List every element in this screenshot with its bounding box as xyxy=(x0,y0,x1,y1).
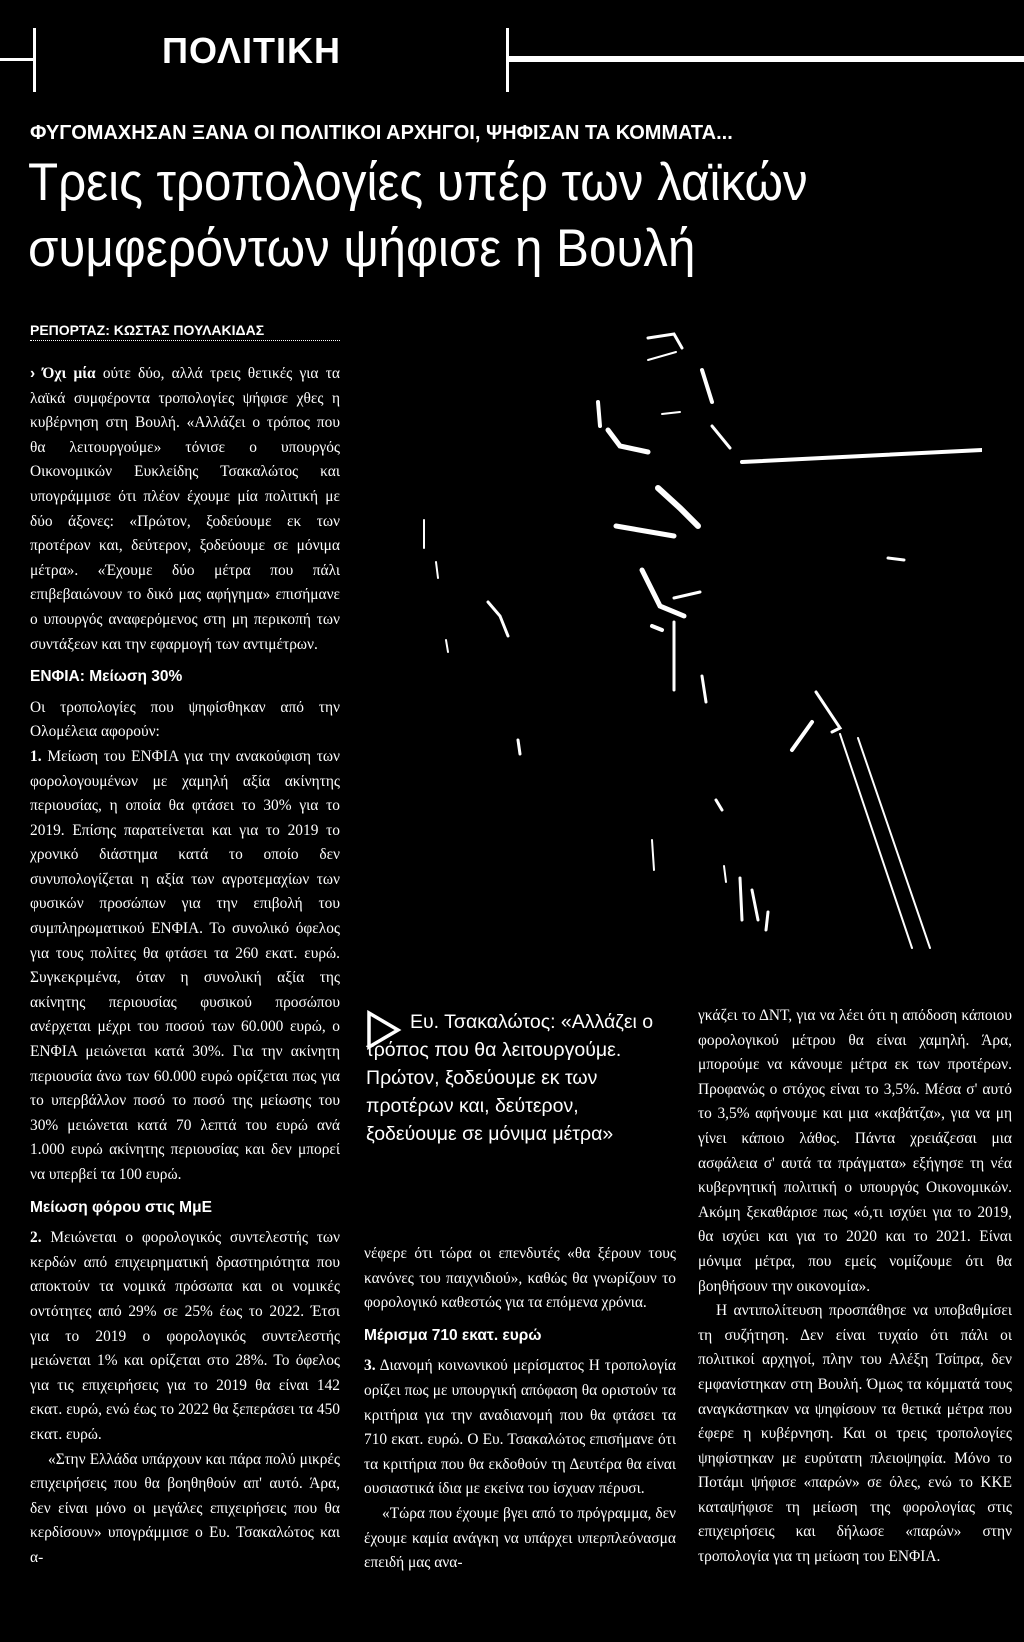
photo-strokes xyxy=(412,330,982,990)
item-1-number: 1. xyxy=(30,747,42,765)
column-2 xyxy=(364,1242,676,1576)
article-photo xyxy=(412,330,982,990)
lead-paragraph xyxy=(30,362,340,657)
byline: ΡΕΠΟΡΤΑΖ: ΚΩΣΤΑΣ ΠΟΥΛΑΚΙΔΑΣ xyxy=(30,322,265,338)
item-2-text: Μειώνεται ο φορολογικός συντελεστής των κερδών από επιχειρηματική δραστηριότητα που αποκτούν τα νομικά πρόσωπα και οι νομικές οντότητες από 29% σε 25% έως το 2022. Έτσι για το 2019 ο φορολογικός συντελεστής μειώνεται 1% και ορίζεται στο 28%. Το όφελος για τις επιχειρήσεις για το 2019 θα είναι 142 εκατ. ευρώ, ενώ έως το 2022 θα ξεπεράσει τα 450 εκατ. ευρώ. xyxy=(30,1229,340,1443)
item-3-text: Διανομή κοινωνικού μερίσματος Η τροπολογία ορίζει πως με υπουργική απόφαση θα οριστούν τα κριτήρια για την αναδιανομή που θα φτάσει τα 710 εκατ. ευρώ. Ο Ευ. Τσακαλώτος επισήμανε ότι τα κριτήρια που θα εκδοθούν τη Δευτέρα θα είναι ουσιαστικά ίδια με εκείνα του ίσχυαν πέρυσι. xyxy=(364,1357,676,1498)
subhead-dividend: Μέρισμα 710 εκατ. ευρώ xyxy=(364,1326,542,1344)
header-tick-left xyxy=(33,28,36,92)
header-rule-right xyxy=(506,56,1024,62)
lead-strong: Όχι μία xyxy=(42,365,96,382)
headline xyxy=(28,150,949,282)
item-3 xyxy=(364,1354,676,1502)
item-3-number: 3. xyxy=(364,1357,376,1375)
item-2-number: 2. xyxy=(30,1229,42,1247)
item-1 xyxy=(30,745,340,1188)
intro-paragraph: Οι τροπολογίες που ψηφίσθηκαν από την Ολομέλεια αφορούν: xyxy=(30,698,340,741)
column-1 xyxy=(30,362,340,1571)
column-3 xyxy=(698,1004,1012,1570)
lead-arrow: › xyxy=(30,365,36,382)
col3-paragraph-1: γκάζει το ΔΝΤ, για να λέει ότι η απόδοση κάποιου φορολογικού μέτρου θα είναι χαμηλή. Άρα, μπορούμε να κάνουμε μέτρα εκ των προτέρων. Προφανώς ο στόχος είναι το 3,5%. Μέσα σ' αυτό το 3,5% αφήνουμε και μια «καβάτζα», για να μη γίνει κάποιο λάθος. Πάντα χρειάζεσαι μια ασφάλεια σ' αυτά τα πράγματα» εξήγησε τη νέα κυβερνητική πολιτική ο υπουργός Οικονομικών. Ακόμη ξεκαθάρισε πως «ό,τι ισχύει για το 2019, θα ισχύει και για το 2020 και το 2021. Είναι μόνιμα μέτρα, που εμείς νομίζουμε ότι θα βοηθήσουν την οικονομία». xyxy=(698,1007,1012,1295)
byline-rule xyxy=(30,340,340,341)
section-title: ΠΟΛΙΤΙΚΗ xyxy=(162,30,342,71)
headline-line-2: συμφερόντων ψήφισε η Βουλή xyxy=(28,219,696,278)
quote-triangle-icon xyxy=(366,1010,402,1050)
headline-line-1: Τρεις τροπολογίες υπέρ των λαϊκών xyxy=(28,153,808,212)
pull-quote-text xyxy=(366,1008,666,1148)
item-2 xyxy=(30,1226,340,1447)
subhead-sme: Μείωση φόρου στις ΜμΕ xyxy=(30,1198,212,1216)
col3-paragraph-2: Η αντιπολίτευση προσπάθησε να υποβαθμίσει τη συζήτηση. Δεν είναι τυχαίο ότι πάλι οι πολιτικοί αρχηγοί, πλην του Αλέξη Τσίπρα, δεν εμφανίστηκαν στη Βουλή. Όμως τα κόμματά τους αναγκάστηκαν να ψηφίσουν τα θετικά μέτρα που έφερε η κυβέρνηση. Και οι τρεις τροπολογίες ψηφίστηκαν με ευρύτατη πλειοψηφία. Μόνο το Ποτάμι ψήφισε «παρών» σε όλες, ενώ το ΚΚΕ καταψήφισε τη μείωση της φορολογίας στις επιχειρήσεις και δήλωσε «παρών» στην τροπολογία για τη μείωση του ΕΝΦΙΑ. xyxy=(698,1302,1012,1566)
subhead-enfia: ΕΝΦΙΑ: Μείωση 30% xyxy=(30,668,183,686)
kicker: ΦΥΓΟΜΑΧΗΣΑΝ ΞΑΝΑ ΟΙ ΠΟΛΙΤΙΚΟΙ ΑΡΧΗΓΟΙ, ΨΗΦΙΣΑΝ ΤΑ ΚΟΜΜΑΤΑ... xyxy=(30,122,733,144)
pull-quote xyxy=(366,1008,666,1148)
col2-first-paragraph: νέφερε ότι τώρα οι επενδυτές «θα ξέρουν τους κανόνες του παιχνιδιού», καθώς θα γνωρίζουν το φορολογικό καθεστώς για τα επόμενα χρόνια. xyxy=(364,1245,676,1312)
col2-final-paragraph: «Τώρα που έχουμε βγει από το πρόγραμμα, δεν έχουμε καμία ανάγκη να υπάρχει υπερπλεόνασμα επειδή μας ανα- xyxy=(364,1504,676,1572)
pull-quote-content: Ευ. Τσακαλώτος: «Αλλάζει ο τρόπος που θα λειτουργούμε. Πρώτον, ξοδεύουμε εκ των προτέρων και, δεύτερον, ξοδεύουμε σε μόνιμα μέτρα» xyxy=(366,1011,654,1145)
header-rule-left xyxy=(0,58,34,61)
col1-final-paragraph: «Στην Ελλάδα υπάρχουν και πάρα πολύ μικρές επιχειρήσεις που θα βοηθηθούν απ' αυτό. Άρα, δεν είναι μόνο οι μεγάλες επιχειρήσεις που θα κερδίσουν» υπογράμμισε ο Ευ. Τσακαλώτος και α- xyxy=(30,1450,340,1566)
lead-text: ούτε δύο, αλλά τρεις θετικές για τα λαϊκά συμφέροντα τροπολογίες ψήφισε χθες η κυβέρνηση στη Βουλή. «Αλλάζει ο τρόπος που θα λειτουργούμε» τόνισε ο υπουργός Οικονομικών Ευκλείδης Τσακαλώτος και υπογράμμισε ότι πλέον έχουμε μία πολιτική με δύο άξονες: «Πρώτον, ξοδεύουμε εκ των προτέρων και, δεύτερον, ξοδεύουμε σε μόνιμα μέτρα». «Έχουμε δύο μέτρα που πάλι επιβεβαιώνουν το δικό μας αφήγημα» επισήμανε ο υπουργός αναφερόμενος στη μη περικοπή των συντάξεων και την εφαρμογή των αντιμέτρων. xyxy=(30,365,340,653)
item-1-text: Μείωση του ΕΝΦΙΑ για την ανακούφιση των φορολογουμένων με χαμηλή αξία ακίνητης περιουσίας, η οποία θα φτάσει το 30% για το 2019. Επίσης παρατείνεται και για το 2019 το χρονικό διάστημα κατά το οποίο δεν συνυπολογίζεται η αξία των αγροτεμαχίων των φυσικών προσώπων για την επιβολή του συμπληρωματικού ΕΝΦΙΑ. Το συνολικό όφελος για τους πολίτες θα φτάσει τα 260 εκατ. ευρώ. Συγκεκριμένα, όταν η συνολική αξία της ακίνητης περιουσίας φυσικού προσώπου ανέρχεται μέχρι του ποσού των 60.000 ευρώ, ο ΕΝΦΙΑ μειώνεται κατά 30%. Για την ακίνητη περιουσία άνω των 60.000 ευρώ ορίζεται πως για το υπερβάλλον ποσό το ποσό της μείωσης του 30% μειώνεται κατά 70 λεπτά του ευρώ ανά 1.000 ευρώ ακίνητης περιουσίας και δεν μπορεί να υπερβεί τα 100 ευρώ. xyxy=(30,747,340,1183)
